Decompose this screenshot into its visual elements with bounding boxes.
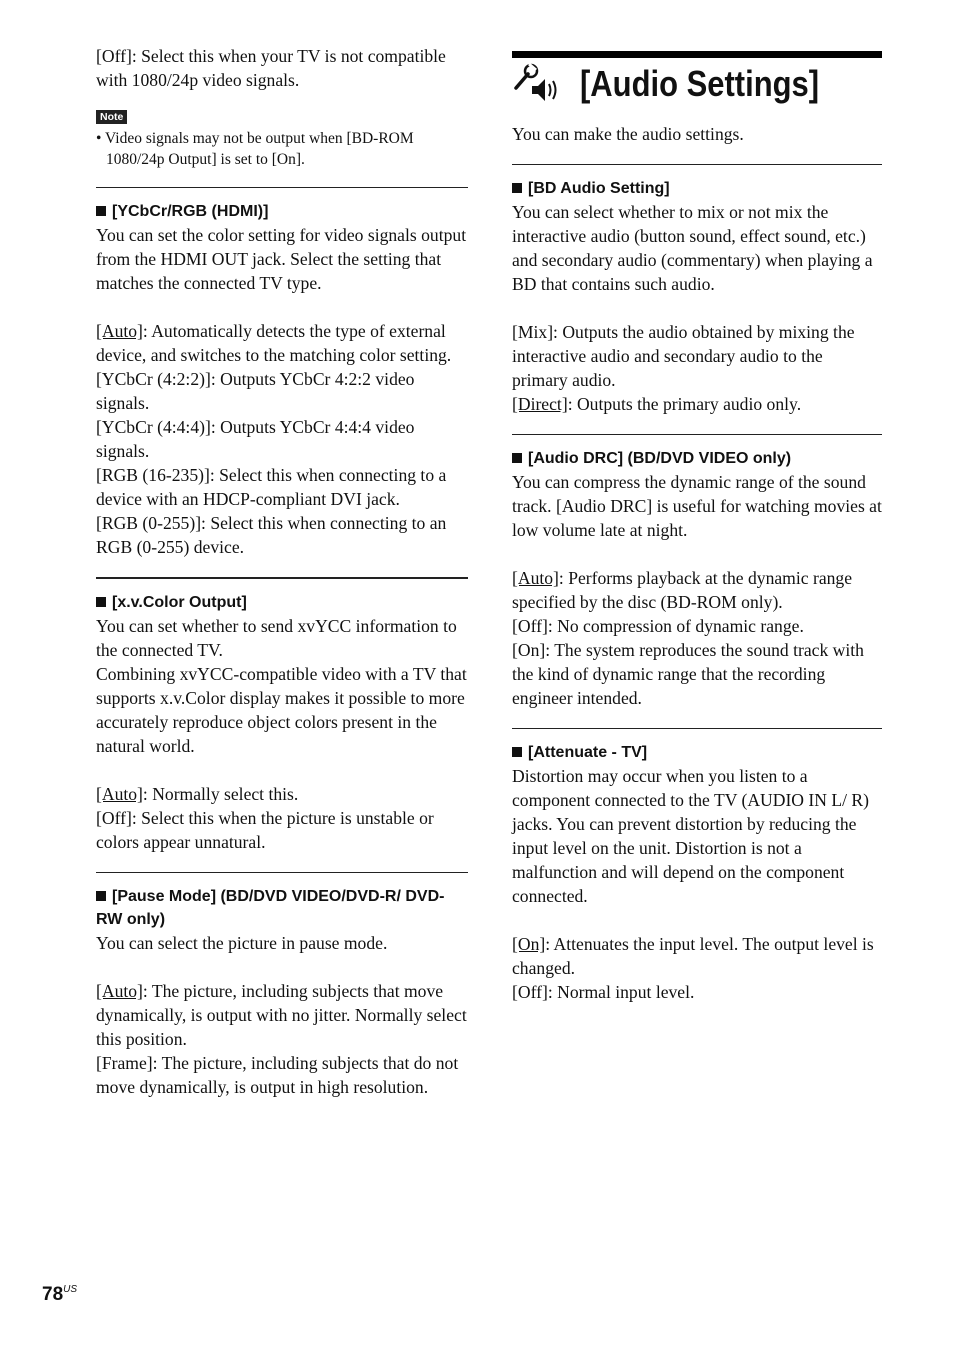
bullet-square-icon — [512, 453, 522, 463]
ycbcr-auto: [Auto]: Automatically detects the type of external device, and switches to the matching color setting. — [96, 321, 452, 365]
xvcolor-off: [Off]: Select this when the picture is unstable or colors appear unnatural. — [96, 808, 434, 852]
region-code: US — [63, 1284, 78, 1295]
bullet-square-icon — [512, 183, 522, 193]
drc-desc: You can compress the dynamic range of the sound track. [Audio DRC] is useful for watching movies at low volume late at night. — [512, 472, 882, 540]
bullet-square-icon — [96, 206, 106, 216]
drc-off: [Off]: No compression of dynamic range. — [512, 616, 804, 636]
xvcolor-heading: [x.v.Color Output] — [96, 591, 468, 614]
pause-frame: [Frame]: The picture, including subjects that do not move dynamically, is output in high resolution. — [96, 1053, 459, 1097]
attenuate-off: [Off]: Normal input level. — [512, 982, 695, 1002]
drc-on: [On]: The system reproduces the sound track with the kind of dynamic range that the recording engineer intended. — [512, 640, 864, 708]
drc-heading: [Audio DRC] (BD/DVD VIDEO only) — [512, 447, 882, 470]
bullet-square-icon — [96, 597, 106, 607]
intro-off-text: [Off]: Select this when your TV is not compatible with 1080/24p video signals. — [96, 46, 446, 90]
ycbcr-desc: You can set the color setting for video signals output from the HDMI OUT jack. Select the setting that matches the connected TV type. — [96, 225, 467, 293]
attenuate-on: [On]: Attenuates the input level. The output level is changed. — [512, 934, 874, 978]
bdaudio-desc: You can select whether to mix or not mix the interactive audio (button sound, effect sound, etc.) and secondary audio (commentary) when playing a BD that contains such audio. — [512, 202, 873, 294]
xvcolor-auto: [Auto]: Normally select this. — [96, 784, 299, 804]
bdaudio-direct: [Direct]: Outputs the primary audio only. — [512, 394, 802, 414]
attenuate-heading: [Attenuate - TV] — [512, 741, 882, 764]
pause-heading: [Pause Mode] (BD/DVD VIDEO/DVD-R/ DVD-RW only) — [96, 888, 445, 928]
title-row — [512, 58, 882, 110]
drc-auto: [Auto]: Performs playback at the dynamic range specified by the disc (BD-ROM only). — [512, 568, 853, 612]
title-bar — [512, 51, 882, 58]
pause-auto: [Auto]: The picture, including subjects that move dynamically, is output with no jitter. Normally select this position. — [96, 981, 467, 1049]
ycbcr-opt2: [YCbCr (4:4:4)]: Outputs YCbCr 4:4:4 video signals. — [96, 417, 415, 461]
ycbcr-opt1: [YCbCr (4:2:2)]: Outputs YCbCr 4:2:2 video signals. — [96, 369, 415, 413]
xvcolor-desc1: You can set whether to send xvYCC information to the connected TV. — [96, 616, 457, 660]
page-title: [Audio Settings] — [580, 63, 820, 104]
ycbcr-heading: [YCbCr/RGB (HDMI)] — [96, 200, 468, 223]
attenuate-desc: Distortion may occur when you listen to a component connected to the TV (AUDIO IN L/ R) jacks. You can prevent distortion by reducing the input level on the unit. Distortion is not a malfunction and will depend on the component connected. — [512, 766, 870, 906]
note-text: • Video signals may not be output when [BD-ROM 1080/24p Output] is set to [On]. — [96, 130, 414, 168]
ycbcr-opt4: [RGB (0-255)]: Select this when connecting to an RGB (0-255) device. — [96, 513, 447, 557]
ycbcr-opt3: [RGB (16-235)]: Select this when connecting to a device with an HDCP-compliant DVI jack. — [96, 465, 447, 509]
xvcolor-desc2: Combining xvYCC-compatible video with a TV that supports x.v.Color display makes it possible to more accurately reproduce object colors present in the natural world. — [96, 664, 467, 756]
left-column — [96, 0, 468, 1099]
bullet-square-icon — [96, 891, 106, 901]
page-number: $78^{US}$ — [42, 1284, 78, 1305]
bdaudio-heading: [BD Audio Setting] — [512, 177, 882, 200]
note-badge: Note — [96, 110, 127, 124]
wrench-speaker-icon — [512, 60, 564, 109]
audio-intro: You can make the audio settings. — [512, 124, 744, 144]
bullet-square-icon — [512, 747, 522, 757]
right-column — [512, 0, 882, 1004]
pause-desc: You can select the picture in pause mode. — [96, 933, 388, 953]
bdaudio-mix: [Mix]: Outputs the audio obtained by mixing the interactive audio and secondary audio to the primary audio. — [512, 322, 855, 390]
